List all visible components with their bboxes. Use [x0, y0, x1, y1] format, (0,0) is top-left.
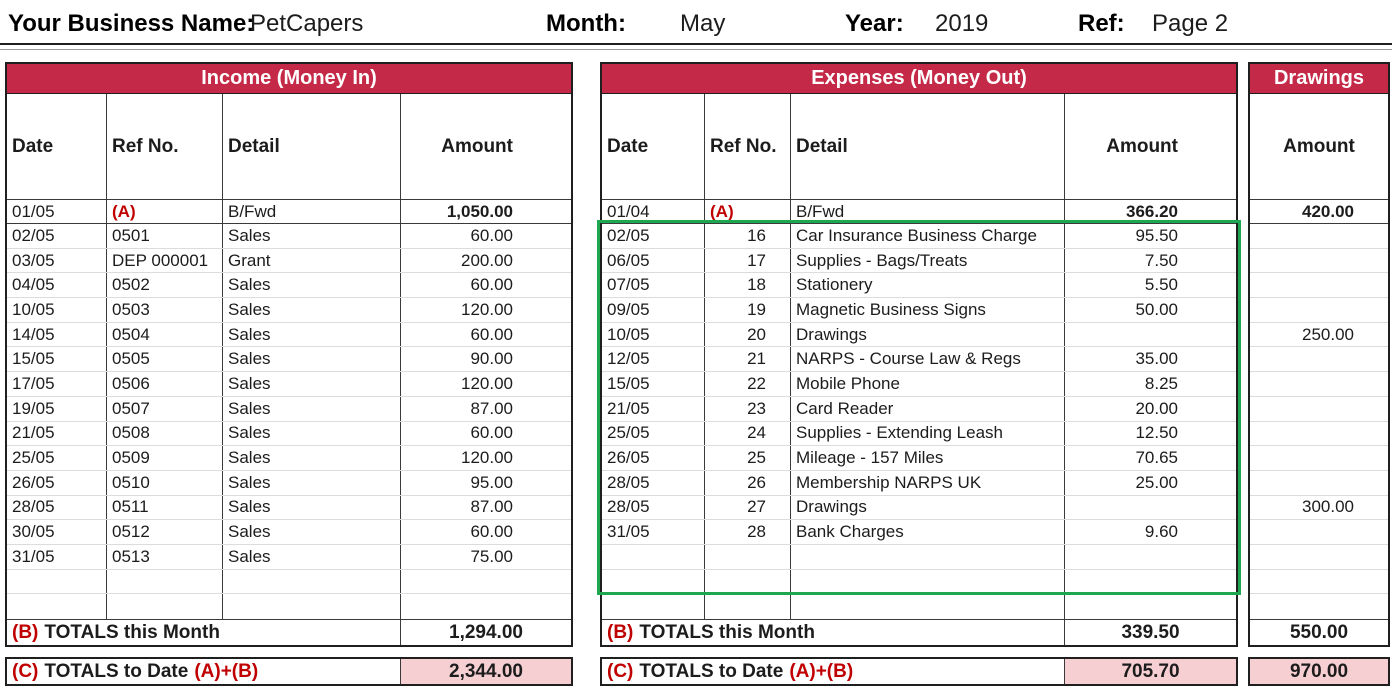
- todate-suffix: (A)+(B): [789, 660, 854, 682]
- income-totals-label: [7, 620, 400, 645]
- cell-amount[interactable]: [400, 594, 571, 619]
- cell-date[interactable]: 02/05: [12, 225, 55, 245]
- cell-ref[interactable]: 0508: [106, 422, 222, 446]
- cell-amount[interactable]: 7.50: [1064, 249, 1236, 273]
- table-row: [602, 570, 1236, 595]
- cell-amount[interactable]: 1,050.00: [400, 200, 571, 223]
- cell-date[interactable]: 04/05: [12, 275, 55, 295]
- table-row: [7, 249, 571, 274]
- expenses-totals-amount[interactable]: 339.50: [1064, 620, 1236, 645]
- income-title: Income (Money In): [7, 64, 571, 94]
- cell-date[interactable]: [602, 570, 704, 594]
- cell-amount[interactable]: 250.00: [1302, 324, 1354, 344]
- cell-ref[interactable]: 21: [704, 347, 790, 371]
- cell-detail[interactable]: Card Reader: [790, 397, 1064, 421]
- table-row: [7, 422, 571, 447]
- income-rows: [7, 224, 571, 619]
- cell-amount[interactable]: 200.00: [400, 249, 571, 273]
- cell-amount[interactable]: 8.25: [1064, 372, 1236, 396]
- expenses-todate-amount[interactable]: 705.70: [1064, 659, 1236, 684]
- table-row: [1250, 570, 1388, 595]
- cell-ref[interactable]: 25: [704, 446, 790, 470]
- cell-ref[interactable]: 0503: [106, 298, 222, 322]
- header-divider: [0, 43, 1392, 45]
- cell-date[interactable]: 19/05: [12, 398, 55, 418]
- cell-detail[interactable]: Sales: [222, 545, 400, 569]
- cell-ref[interactable]: 0509: [106, 446, 222, 470]
- table-row: [7, 347, 571, 372]
- cell-detail[interactable]: [222, 570, 400, 594]
- cell-detail[interactable]: B/Fwd: [790, 200, 1064, 223]
- cell-amount[interactable]: 87.00: [400, 496, 571, 520]
- totals-prefix: (B): [12, 621, 39, 643]
- cell-detail[interactable]: [790, 570, 1064, 594]
- table-row: [602, 249, 1236, 274]
- cell-ref[interactable]: [106, 594, 222, 619]
- column-header-amount[interactable]: Amount: [1283, 135, 1355, 157]
- cell-date[interactable]: [7, 570, 106, 594]
- cell-amount[interactable]: [1250, 347, 1388, 371]
- cell-amount[interactable]: [1250, 273, 1388, 297]
- todate-text: TOTALS to Date: [44, 660, 189, 682]
- cell-date[interactable]: 17/05: [12, 373, 55, 393]
- cell-amount[interactable]: 60.00: [400, 273, 571, 297]
- totals-text: TOTALS this Month: [44, 621, 220, 643]
- cell-detail[interactable]: Sales: [222, 298, 400, 322]
- cell-ref[interactable]: 0511: [106, 496, 222, 520]
- cell-amount[interactable]: 90.00: [400, 347, 571, 371]
- income-todate-amount[interactable]: 2,344.00: [400, 659, 571, 684]
- table-row: [7, 496, 571, 521]
- table-row: [602, 545, 1236, 570]
- cell-ref[interactable]: 26: [704, 471, 790, 495]
- cell-date[interactable]: 07/05: [607, 275, 650, 295]
- cell-amount[interactable]: 120.00: [400, 298, 571, 322]
- drawings-totals-amount[interactable]: 550.00: [1289, 621, 1349, 643]
- cell-ref[interactable]: 0512: [106, 520, 222, 544]
- cell-detail[interactable]: Magnetic Business Signs: [790, 298, 1064, 322]
- cell-ref[interactable]: 0513: [106, 545, 222, 569]
- table-row: [7, 446, 571, 471]
- todate-prefix: (C): [607, 660, 634, 682]
- cell-detail[interactable]: Sales: [222, 372, 400, 396]
- cell-amount[interactable]: [1250, 249, 1388, 273]
- table-row: [1250, 249, 1388, 274]
- cell-ref[interactable]: 23: [704, 397, 790, 421]
- cell-amount[interactable]: [1250, 372, 1388, 396]
- cell-date[interactable]: [7, 594, 106, 619]
- cell-amount[interactable]: [1250, 520, 1388, 544]
- table-row: [1250, 397, 1388, 422]
- cell-amount[interactable]: 300.00: [1302, 497, 1354, 517]
- cell-detail[interactable]: B/Fwd: [222, 200, 400, 223]
- cell-date[interactable]: 10/05: [12, 299, 55, 319]
- cell-detail[interactable]: Sales: [222, 446, 400, 470]
- cell-amount[interactable]: 50.00: [1064, 298, 1236, 322]
- table-row: [602, 273, 1236, 298]
- cell-date[interactable]: 10/05: [607, 324, 650, 344]
- cell-amount[interactable]: 5.50: [1064, 273, 1236, 297]
- cell-amount[interactable]: [1250, 298, 1388, 322]
- cell-date[interactable]: 30/05: [12, 522, 55, 542]
- cell-amount[interactable]: [1250, 422, 1388, 446]
- cell-amount[interactable]: [1250, 471, 1388, 495]
- table-row: [602, 594, 1236, 619]
- income-column-headers: [7, 94, 571, 200]
- cell-amount[interactable]: [1250, 545, 1388, 569]
- table-row: [1250, 545, 1388, 570]
- business-name-label: Your Business Name:: [8, 10, 255, 37]
- cell-detail[interactable]: Supplies - Bags/Treats: [790, 249, 1064, 273]
- cell-detail[interactable]: Drawings: [790, 496, 1064, 520]
- table-row: [1250, 273, 1388, 298]
- cell-amount[interactable]: 25.00: [1064, 471, 1236, 495]
- table-row: [7, 298, 571, 323]
- table-row: [7, 471, 571, 496]
- column-header-ref[interactable]: Ref No.: [704, 94, 790, 199]
- cell-date[interactable]: 02/05: [607, 225, 650, 245]
- table-row: [1250, 323, 1388, 348]
- cell-ref[interactable]: [704, 570, 790, 594]
- year-label: Year:: [845, 10, 904, 37]
- column-header-date[interactable]: Date: [12, 135, 54, 157]
- cell-date[interactable]: 28/05: [607, 472, 650, 492]
- cell-ref[interactable]: 27: [704, 496, 790, 520]
- business-name-value[interactable]: PetCapers: [250, 10, 364, 37]
- cell-date[interactable]: 15/05: [607, 373, 650, 393]
- cell-date[interactable]: 26/05: [607, 448, 650, 468]
- cell-ref[interactable]: 19: [704, 298, 790, 322]
- todate-prefix: (C): [12, 660, 39, 682]
- cell-date[interactable]: 01/04: [607, 201, 650, 221]
- table-row: [1250, 347, 1388, 372]
- table-row: [7, 224, 571, 249]
- income-totals-row: [7, 619, 571, 645]
- cell-ref[interactable]: 0501: [106, 224, 222, 248]
- cell-amount[interactable]: 120.00: [400, 372, 571, 396]
- cell-amount[interactable]: 35.00: [1064, 347, 1236, 371]
- table-row: [7, 520, 571, 545]
- cell-date[interactable]: 06/05: [607, 250, 650, 270]
- drawings-title: Drawings: [1250, 64, 1388, 94]
- cell-amount[interactable]: [1064, 496, 1236, 520]
- cell-detail[interactable]: Drawings: [790, 323, 1064, 347]
- ref-value[interactable]: Page 2: [1152, 10, 1229, 37]
- cell-detail[interactable]: [222, 594, 400, 619]
- table-row: [7, 397, 571, 422]
- cell-amount[interactable]: [1250, 397, 1388, 421]
- table-row: [602, 446, 1236, 471]
- expenses-todate-row: [600, 657, 1238, 686]
- expenses-title: Expenses (Money Out): [602, 64, 1236, 94]
- table-row: [602, 496, 1236, 521]
- month-label: Month:: [546, 10, 626, 37]
- cell-detail[interactable]: NARPS - Course Law & Regs: [790, 347, 1064, 371]
- expenses-bfwd-row: [602, 200, 1236, 224]
- table-row: [602, 520, 1236, 545]
- drawings-bfwd-row: [1250, 200, 1388, 224]
- cell-amount[interactable]: 75.00: [400, 545, 571, 569]
- cell-detail[interactable]: Sales: [222, 520, 400, 544]
- totals-text: TOTALS this Month: [639, 621, 815, 643]
- cell-amount[interactable]: [1250, 224, 1388, 248]
- cell-date[interactable]: 03/05: [12, 250, 55, 270]
- income-todate-label: [7, 659, 400, 684]
- expenses-table: [600, 62, 1238, 647]
- cell-date[interactable]: 31/05: [607, 522, 650, 542]
- todate-suffix: (A)+(B): [194, 660, 259, 682]
- drawings-table: [1248, 62, 1390, 647]
- cell-amount[interactable]: [400, 570, 571, 594]
- table-row: [7, 570, 571, 595]
- table-row: [1250, 496, 1388, 521]
- cell-amount[interactable]: [1064, 545, 1236, 569]
- cell-date[interactable]: 15/05: [12, 349, 55, 369]
- cell-detail[interactable]: Sales: [222, 422, 400, 446]
- cell-ref[interactable]: 18: [704, 273, 790, 297]
- cell-ref[interactable]: [704, 594, 790, 619]
- cell-ref[interactable]: 20: [704, 323, 790, 347]
- cell-date[interactable]: [602, 545, 704, 569]
- cell-ref[interactable]: 0507: [106, 397, 222, 421]
- cell-amount[interactable]: 366.20: [1064, 200, 1236, 223]
- cell-detail[interactable]: Sales: [222, 323, 400, 347]
- column-header-date[interactable]: Date: [607, 135, 649, 157]
- table-row: [7, 323, 571, 348]
- income-bfwd-row: [7, 200, 571, 224]
- cell-ref[interactable]: 0502: [106, 273, 222, 297]
- cell-date[interactable]: 25/05: [12, 448, 55, 468]
- drawings-totals-row: [1250, 619, 1388, 645]
- column-header-detail[interactable]: Detail: [790, 94, 1064, 199]
- cell-ref[interactable]: 17: [704, 249, 790, 273]
- cell-amount[interactable]: 60.00: [400, 422, 571, 446]
- cell-amount[interactable]: 60.00: [400, 224, 571, 248]
- column-header-ref[interactable]: Ref No.: [106, 94, 222, 199]
- table-row: [602, 372, 1236, 397]
- cell-detail[interactable]: Sales: [222, 397, 400, 421]
- table-row: [1250, 520, 1388, 545]
- cell-ref[interactable]: 22: [704, 372, 790, 396]
- cell-ref[interactable]: 0506: [106, 372, 222, 396]
- drawings-todate-row: [1248, 657, 1390, 686]
- cell-detail[interactable]: Sales: [222, 347, 400, 371]
- cell-date[interactable]: 28/05: [12, 497, 55, 517]
- cell-detail[interactable]: Sales: [222, 471, 400, 495]
- cell-date[interactable]: 21/05: [607, 398, 650, 418]
- cell-amount[interactable]: 12.50: [1064, 422, 1236, 446]
- cell-detail[interactable]: Grant: [222, 249, 400, 273]
- cell-date[interactable]: 26/05: [12, 472, 55, 492]
- cell-amount[interactable]: 120.00: [400, 446, 571, 470]
- cell-amount[interactable]: [1064, 594, 1236, 619]
- cell-detail[interactable]: Membership NARPS UK: [790, 471, 1064, 495]
- table-row: [602, 298, 1236, 323]
- cell-detail[interactable]: Sales: [222, 224, 400, 248]
- table-row: [1250, 372, 1388, 397]
- cell-date[interactable]: 28/05: [607, 497, 650, 517]
- cell-ref[interactable]: 28: [704, 520, 790, 544]
- cell-amount[interactable]: 95.50: [1064, 224, 1236, 248]
- cell-date[interactable]: 01/05: [12, 201, 55, 221]
- cell-amount[interactable]: [1250, 570, 1388, 594]
- todate-text: TOTALS to Date: [639, 660, 784, 682]
- expenses-rows: [602, 224, 1236, 619]
- cell-ref[interactable]: 0505: [106, 347, 222, 371]
- drawings-todate-amount[interactable]: 970.00: [1289, 660, 1349, 682]
- expenses-todate-label: [602, 659, 1064, 684]
- expenses-column-headers: [602, 94, 1236, 200]
- cell-ref[interactable]: (A): [106, 200, 222, 223]
- cell-ref[interactable]: 0510: [106, 471, 222, 495]
- table-row: [7, 273, 571, 298]
- table-row: [602, 224, 1236, 249]
- column-header-detail[interactable]: Detail: [222, 94, 400, 199]
- cell-date[interactable]: 21/05: [12, 423, 55, 443]
- table-row: [7, 594, 571, 619]
- table-row: [602, 323, 1236, 348]
- cell-detail[interactable]: Stationery: [790, 273, 1064, 297]
- expenses-totals-row: [602, 619, 1236, 645]
- cell-amount[interactable]: [1250, 446, 1388, 470]
- income-todate-row: [5, 657, 573, 686]
- cell-detail[interactable]: Supplies - Extending Leash: [790, 422, 1064, 446]
- cell-date[interactable]: 09/05: [607, 299, 650, 319]
- table-row: [7, 545, 571, 570]
- cell-detail[interactable]: Sales: [222, 496, 400, 520]
- cell-detail[interactable]: Mobile Phone: [790, 372, 1064, 396]
- cell-amount[interactable]: 9.60: [1064, 520, 1236, 544]
- cell-amount[interactable]: [1064, 323, 1236, 347]
- drawings-rows: [1250, 224, 1388, 619]
- cell-ref[interactable]: [106, 570, 222, 594]
- cell-ref[interactable]: [704, 545, 790, 569]
- drawings-column-headers: [1250, 94, 1388, 200]
- income-table: [5, 62, 573, 647]
- header-divider-thin: [0, 49, 1392, 50]
- ref-label: Ref:: [1078, 10, 1125, 37]
- table-row: [602, 397, 1236, 422]
- table-row: [1250, 422, 1388, 447]
- cell-detail[interactable]: Sales: [222, 273, 400, 297]
- cell-date[interactable]: [602, 594, 704, 619]
- cell-detail[interactable]: Car Insurance Business Charge: [790, 224, 1064, 248]
- table-row: [1250, 446, 1388, 471]
- year-value[interactable]: 2019: [935, 10, 989, 37]
- table-row: [1250, 594, 1388, 619]
- cell-detail[interactable]: [790, 545, 1064, 569]
- cell-ref[interactable]: 16: [704, 224, 790, 248]
- table-row: [1250, 298, 1388, 323]
- cell-amount[interactable]: 60.00: [400, 520, 571, 544]
- cell-ref[interactable]: (A): [704, 200, 790, 223]
- cell-date[interactable]: 12/05: [607, 349, 650, 369]
- cell-detail[interactable]: Bank Charges: [790, 520, 1064, 544]
- table-row: [1250, 224, 1388, 249]
- cell-amount[interactable]: 70.65: [1064, 446, 1236, 470]
- totals-prefix: (B): [607, 621, 634, 643]
- month-value[interactable]: May: [680, 10, 726, 37]
- cell-amount[interactable]: 87.00: [400, 397, 571, 421]
- cell-detail[interactable]: [790, 594, 1064, 619]
- cell-date[interactable]: 14/05: [12, 324, 55, 344]
- cell-amount[interactable]: 60.00: [400, 323, 571, 347]
- income-totals-amount[interactable]: 1,294.00: [400, 620, 571, 645]
- cell-detail[interactable]: Mileage - 157 Miles: [790, 446, 1064, 470]
- cell-date[interactable]: 25/05: [607, 423, 650, 443]
- cell-amount[interactable]: 95.00: [400, 471, 571, 495]
- column-header-amount[interactable]: Amount: [1064, 94, 1236, 199]
- cell-amount[interactable]: 20.00: [1064, 397, 1236, 421]
- table-row: [602, 422, 1236, 447]
- cell-ref[interactable]: DEP 000001: [106, 249, 222, 273]
- cell-date[interactable]: 31/05: [12, 546, 55, 566]
- cell-ref[interactable]: 24: [704, 422, 790, 446]
- table-row: [7, 372, 571, 397]
- cell-amount[interactable]: [1064, 570, 1236, 594]
- expenses-totals-label: [602, 620, 1064, 645]
- table-row: [1250, 471, 1388, 496]
- cell-ref[interactable]: 0504: [106, 323, 222, 347]
- table-row: [602, 471, 1236, 496]
- cell-amount[interactable]: 420.00: [1302, 201, 1354, 221]
- table-row: [602, 347, 1236, 372]
- column-header-amount[interactable]: Amount: [400, 94, 571, 199]
- cell-amount[interactable]: [1250, 594, 1388, 619]
